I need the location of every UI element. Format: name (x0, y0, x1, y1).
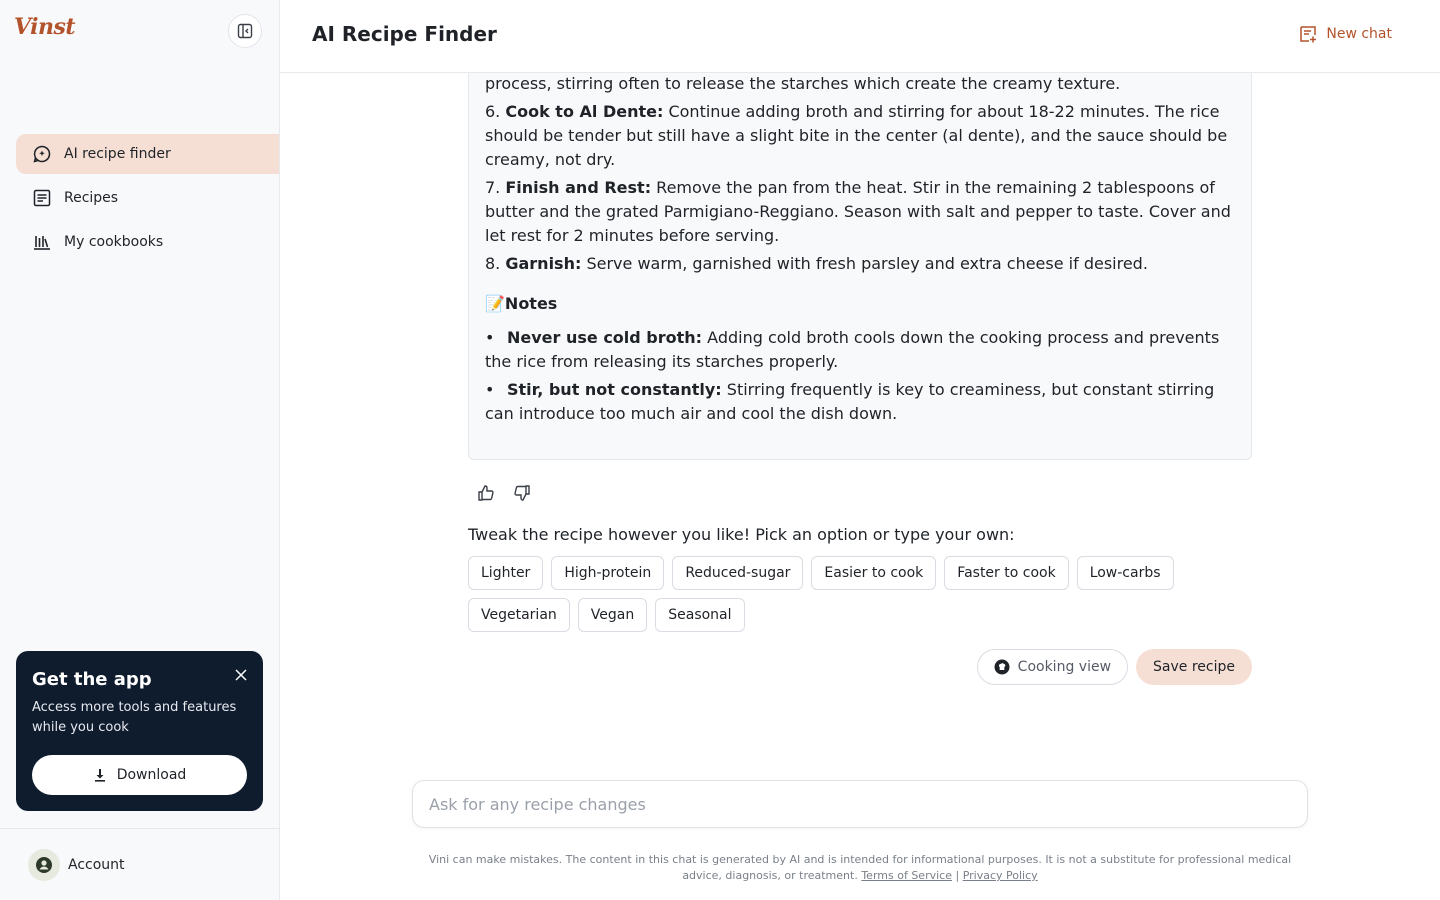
books-icon (32, 232, 52, 252)
sidebar-item-label: My cookbooks (64, 234, 164, 250)
collapse-sidebar-button[interactable] (228, 14, 262, 48)
bullet-dot: • (485, 380, 495, 399)
recipe-step (485, 252, 1235, 276)
feedback-buttons (476, 483, 532, 503)
account-button[interactable] (0, 828, 279, 900)
thumbs-up-icon[interactable] (476, 483, 496, 503)
sidebar-item-label: AI recipe finder (64, 146, 171, 162)
note-item (485, 378, 1235, 426)
sidebar-toggle-icon (237, 23, 253, 39)
sidebar-item-recipes[interactable] (16, 178, 279, 218)
recipe-step-partial: process, stirring often to release the starches which create the creamy texture. (485, 74, 1121, 93)
chip-low-carbs[interactable]: Low-carbs (1077, 556, 1174, 590)
sidebar (0, 0, 280, 900)
cooking-view-label: Cooking view (1017, 659, 1112, 675)
bullet-dot: • (485, 328, 495, 347)
logo-text: Vinst (14, 14, 76, 40)
privacy-link[interactable]: Privacy Policy (962, 869, 1038, 882)
step-text: Serve warm, garnished with fresh parsley and extra cheese if desired. (581, 254, 1148, 273)
step-text: Continue adding broth and stirring for about 18-22 minutes. The rice should be tender but still have a slight bite in the center (al dente), and the sauce should be creamy, not dry. (485, 102, 1228, 169)
sidebar-item-ai-recipe-finder[interactable] (16, 134, 279, 174)
download-label: Download (116, 767, 187, 783)
step-number: 7. (485, 178, 501, 197)
chip-vegetarian[interactable]: Vegetarian (468, 598, 570, 632)
save-recipe-button[interactable]: Save recipe (1136, 649, 1252, 685)
chat-input[interactable] (413, 781, 1307, 827)
chip-vegan[interactable]: Vegan (578, 598, 647, 632)
chef-hat-icon (994, 659, 1010, 675)
step-number: 6. (485, 102, 501, 121)
new-chat-icon (1298, 24, 1318, 44)
note-text: Adding cold broth cools down the cooking process and prevents the rice from releasing its starches properly. (485, 328, 1220, 371)
chat-sparkle-icon (32, 144, 52, 164)
step-text: Remove the pan from the heat. Stir in the remaining 2 tablespoons of butter and the grated Parmigiano-Reggiano. Season with salt and pepper to taste. Cover and let rest for 2 minutes before serving. (485, 178, 1231, 245)
note-title: Stir, but not constantly: (507, 380, 722, 399)
new-chat-button[interactable] (1298, 24, 1392, 44)
step-title: Garnish: (505, 254, 582, 273)
chat-input-container (412, 780, 1308, 828)
chip-seasonal[interactable]: Seasonal (655, 598, 744, 632)
chip-lighter[interactable]: Lighter (468, 556, 543, 590)
sidebar-item-label: Recipes (64, 190, 119, 206)
sidebar-item-my-cookbooks[interactable] (16, 222, 279, 262)
note-item (485, 326, 1235, 374)
notes-heading: 📝Notes (485, 294, 558, 313)
recipe-actions (977, 649, 1252, 685)
disclaimer (412, 852, 1308, 884)
disclaimer-text: Vini can make mistakes. The content in this chat is generated by AI and is intended for informational purposes. It is not a substitute for professional medical advice, diagnosis, or treatment. (428, 853, 1292, 882)
account-label: Account (68, 856, 125, 873)
chip-reduced-sugar[interactable]: Reduced-sugar (672, 556, 803, 590)
tweak-options (468, 556, 1268, 640)
chat-content (280, 73, 1440, 900)
vinst-logo[interactable] (14, 14, 76, 46)
download-button[interactable] (32, 755, 247, 795)
step-title: Cook to Al Dente: (505, 102, 664, 121)
step-title: Finish and Rest: (505, 178, 652, 197)
get-the-app-promo (16, 651, 263, 811)
disclaimer-separator: | (955, 869, 960, 882)
new-chat-label: New chat (1326, 26, 1392, 42)
recipe-card (468, 73, 1252, 460)
chip-high-protein[interactable]: High-protein (551, 556, 664, 590)
cooking-view-button[interactable] (977, 649, 1128, 685)
close-icon[interactable] (233, 667, 249, 683)
avatar (28, 849, 60, 881)
promo-text: Access more tools and features while you cook (32, 700, 237, 735)
sidebar-nav (16, 134, 279, 266)
note-text: Stirring frequently is key to creaminess, but constant stirring can introduce too much air and cool the dish down. (485, 380, 1215, 423)
tweak-prompt: Tweak the recipe however you like! Pick an option or type your own: (468, 525, 1015, 544)
chip-easier-to-cook[interactable]: Easier to cook (811, 556, 936, 590)
download-icon (93, 768, 107, 782)
recipes-icon (32, 188, 52, 208)
note-title: Never use cold broth: (507, 328, 703, 347)
page-title: AI Recipe Finder (312, 22, 497, 46)
terms-link[interactable]: Terms of Service (861, 869, 952, 882)
recipe-step (485, 176, 1235, 248)
chip-faster-to-cook[interactable]: Faster to cook (944, 556, 1068, 590)
header (280, 0, 1440, 73)
promo-title: Get the app (32, 669, 152, 690)
thumbs-down-icon[interactable] (512, 483, 532, 503)
step-number: 8. (485, 254, 501, 273)
recipe-step (485, 100, 1235, 172)
